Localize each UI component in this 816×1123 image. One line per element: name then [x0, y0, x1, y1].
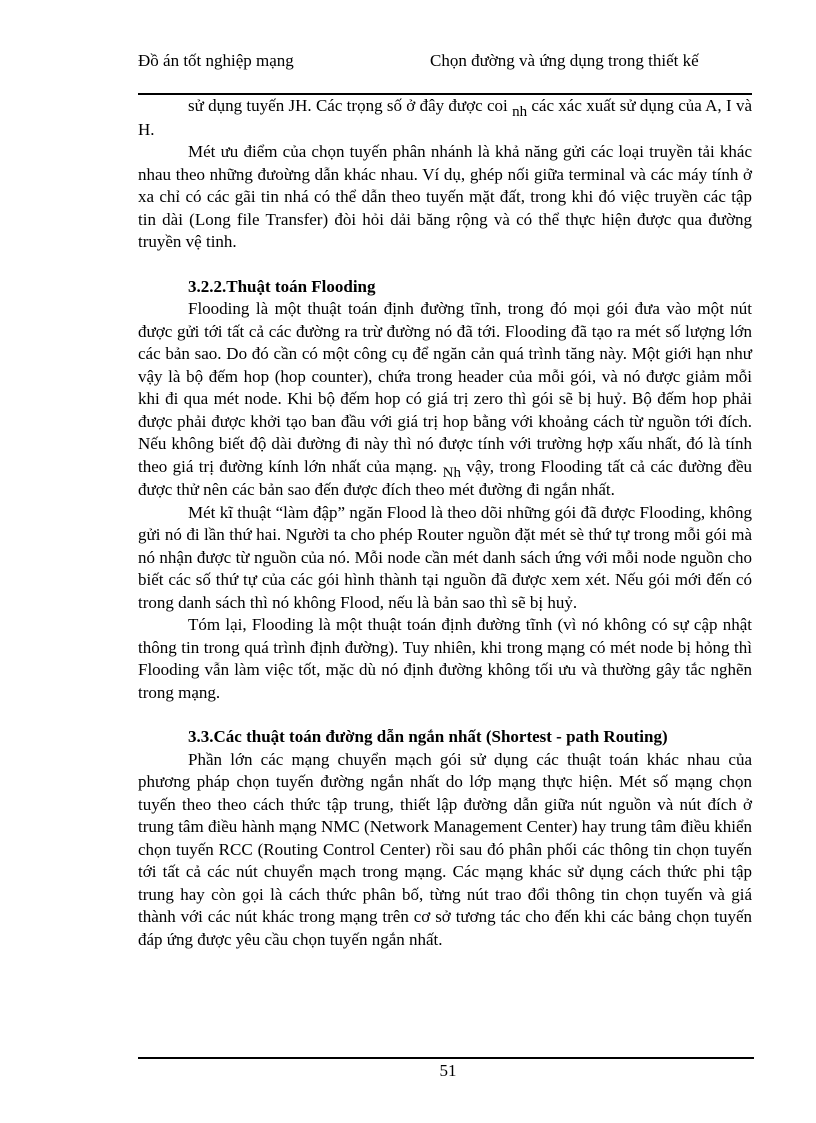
- paragraph-flooding-summary: Tóm lại, Flooding là một thuật toán định đường tĩnh (vì nó không có sự cập nhật thông tin trong quá trình định đường). Tuy nhiên, khi trong mạng có mét node bị hỏng thì Flooding vẫn làm việc tốt, mặc dù nó định đường không tối ưu và thường gây tắc nghẽn trong mạng.: [138, 615, 752, 702]
- paragraph-text: sử dụng tuyến JH. Các trọng số ở đây được coi: [188, 96, 513, 115]
- section-heading-shortest-path: 3.3.Các thuật toán đường dẫn ngắn nhất (Shortest - path Routing): [188, 727, 668, 746]
- paragraph-text: vậy, trong Flooding tất cả các đường đều được thử nên các bản sao đến được đích theo mét đường đi ngắn nhất.: [138, 456, 752, 499]
- subscript-text: nh: [512, 104, 528, 120]
- page-number: 51: [439, 1061, 457, 1080]
- paragraph-text: các xác xuất sử dụng của A, I và H.: [138, 96, 752, 139]
- subscript-text: Nh: [442, 464, 461, 481]
- paragraph-advantage: Mét ưu điểm của chọn tuyến phân nhánh là khả năng gửi các loại truyền tải khác nhau theo những đưoừng dẫn khác nhau. Ví dụ, ghép nối giữa terminal và các máy tính ở xa chỉ có các gãi tin nhá có thể dẫn theo tuyến mặt đất, trong khi đó việc truyền các tập tin dài (Long file Transfer) đòi hỏi dải băng rộng và có thể thực hiện được qua đường truyền vệ tinh.: [138, 142, 752, 251]
- header-left-title: Đồ án tốt nghiệp mạng: [138, 51, 294, 70]
- paragraph-text: Flooding là một thuật toán định đường tĩnh, trong đó mọi gói đưa vào một nút được gửi tới tất cả các đường ra trừ đường nó đã tới. Flooding đã tạo ra mét số lượng lớn các bản sao. Do đó cần có một công cụ để ngăn cản quá trình tăng này. Một giới hạn như vậy là bộ đếm hop (hop counter), chứa trong header của mỗi gói, và nó được giảm mỗi khi đi qua mét node. Khi bộ đếm hop có giá trị zero thì gói sẽ bị huỷ. Bộ đếm hop phải được phải được khởi tạo ban đầu với giá trị hop bằng với khoảng cách từ nguồn tới đích. Nếu không biết độ dài đường đi này thì nó được tính với trường hợp xấu nhất, đó là tính theo giá trị đường kính lớn nhất của mạng.: [138, 299, 752, 476]
- paragraph-flooding-definition: [138, 298, 752, 502]
- paragraph-shortest-path: Phần lớn các mạng chuyển mạch gói sử dụng các thuật toán khác nhau của phương pháp chọn tuyến đường ngắn nhất do lớp mạng thực hiện. Mét số mạng chọn tuyến theo theo cách thức tập trung, thiết lập đường dẫn giữa nút nguồn và nút đích ở trung tâm điều hành mạng NMC (Network Management Center) hay trung tâm điều khiển chọn tuyến RCC (Routing Control Center) rồi sau đó phân phối các thông tin chọn tuyến tới tất cả các nút chuyển mạch trong mạng. Các mạng khác sử dụng cách thức phi tập trung hay còn gọi là cách thức phân bố, từng nút trao đổi thông tin chọn tuyến và giá thành với các nút khác trong mạng trên cơ sở tương tác cho đến khi các bảng chọn tuyến đáp ứng được yêu cầu chọn tuyến ngắn nhất.: [138, 749, 752, 949]
- section-heading-flooding: 3.2.2.Thuật toán Flooding: [188, 276, 376, 296]
- header-right-title: Chọn đường và ứng dụng trong thiết kế: [430, 51, 699, 70]
- paragraph-flooding-technique: Mét kĩ thuật “làm đập” ngăn Flood là theo dõi những gói đã được Flooding, không gửi nó đi lần thứ hai. Người ta cho phép Router nguồn đặt mét sè thứ tự trong mỗi gói mà nó nhận được từ nguồn của nó. Mỗi node cần mét danh sách ứng với mỗi node nguồn cho biết các số thứ tự của các gói hình thành tại nguồn đã được xem xét. Nếu gói mới đến có trong danh sách thì nó không Flood, nếu là bản sao thì sẽ bị huỷ.: [138, 502, 752, 612]
- paragraph-weights: [138, 95, 752, 141]
- footer-divider: [138, 1057, 754, 1059]
- page-body: [138, 95, 752, 951]
